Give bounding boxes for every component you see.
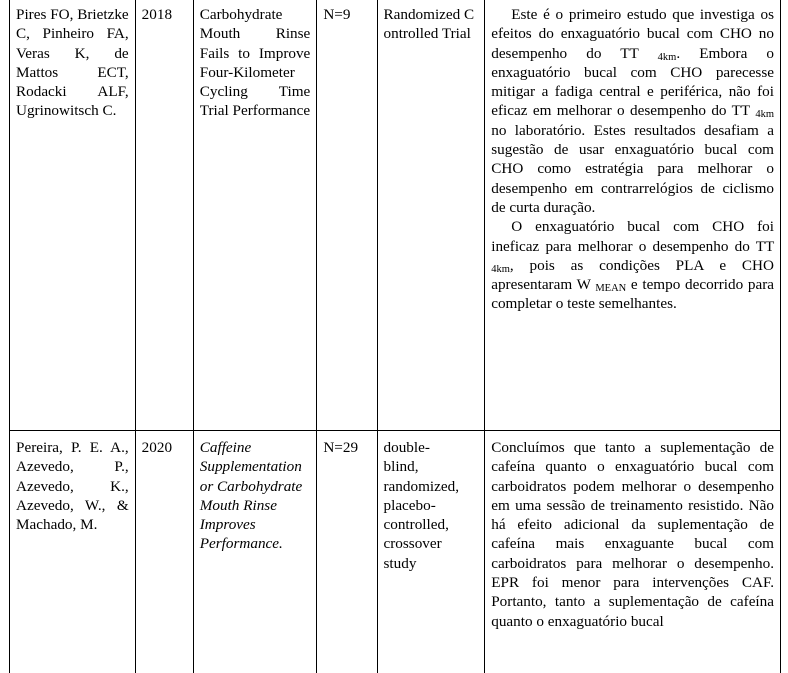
title-cell: Caffeine Supplementation or Carbohydrate Mouth Rinse Improves Performance. (193, 431, 317, 673)
design-line: study (383, 554, 417, 572)
conclusion-paragraph-1: Este é o primeiro estudo que investiga os efeitos do enxaguatório bucal com CHO no desempenho do TT $_{4km}$. Embora o enxaguatório bucal com CHO parecesse mitigar a fadiga central e periférica, não foi eficaz em melhorar o desempenho do TT $_{4km}$ no laboratório. Estes resultados desafiam a sugestão de usar enxaguatório bucal com CHO como estratégia para melhorar o desempenho em contrarrelógios de ciclismo de curta duração. (491, 6, 775, 216)
title-cell: Carbohydrate Mouth Rinse Fails to Improve Four-Kilometer Cycling Time Trial Performance (193, 0, 317, 431)
authors-cell: Pereira, P. E. A., Azevedo, P., Azevedo, K., Azevedo, W., & Machado, M. (10, 431, 136, 673)
design-line: randomized, (383, 477, 459, 495)
design-cell (377, 0, 485, 431)
year-cell: 2020 (135, 431, 193, 673)
design-line: crossover (383, 535, 442, 553)
design-line: double- (383, 439, 430, 456)
table-row (10, 431, 781, 673)
year-cell: 2018 (135, 0, 193, 431)
table-row (10, 0, 781, 431)
design-line: placebo- (383, 496, 436, 514)
design-line: blind, (383, 458, 419, 476)
conclusion-cell (485, 0, 781, 431)
sample-cell: N=29 (317, 431, 377, 673)
conclusion-cell: Concluímos que tanto a suplementação de cafeína quanto o enxaguatório bucal com carboidratos podem melhorar o desempenho em uma sessão de treinamento resistido. Não há efeito adicional da suplementação de cafeína mais enxaguante bucal com carboidratos para melhorar o desempenho. EPR foi menor para intervenções CAF. Portanto, tanto a suplementação de cafeína quanto o enxaguatório bucal (485, 431, 781, 673)
design-text: Randomized Controlled Trial (383, 6, 475, 43)
authors-cell: Pires FO, Brietzke C, Pinheiro FA, Veras K, de Mattos ECT, Rodacki ALF, Ugrinowitsch C. (10, 0, 136, 431)
sample-cell: N=9 (317, 0, 377, 431)
design-cell (377, 431, 485, 673)
studies-table (9, 0, 781, 673)
conclusion-paragraph-2: O enxaguatório bucal com CHO foi ineficaz para melhorar o desempenho do TT $_{4km}$, pois as condições PLA e CHO apresentaram W $_{MEAN}$ e tempo decorrido para completar o teste semelhantes. (491, 218, 774, 313)
design-line: controlled, (383, 516, 449, 534)
